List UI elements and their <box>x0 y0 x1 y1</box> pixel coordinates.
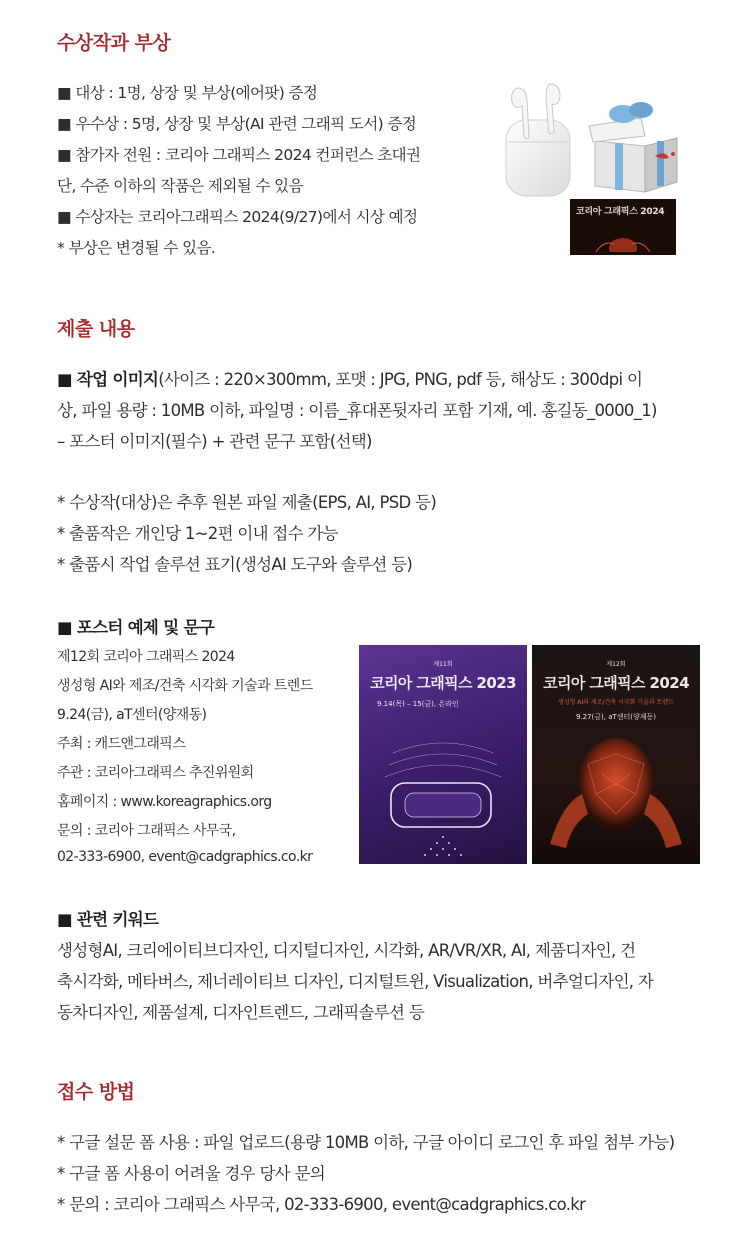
awards-heading: 수상작과 부상 <box>57 32 171 54</box>
poster-text-line: 문의 : 코리아 그래픽스 사무국, <box>57 823 236 839</box>
poster-2023-image <box>359 645 527 864</box>
award-excellence: ■ 우수상 : 5명, 상장 및 부상(AI 관련 그래픽 도서) 증정 <box>57 115 417 133</box>
method-line: * 문의 : 코리아 그래픽스 사무국, 02-333-6900, event@cadgraphics.co.kr <box>57 1195 586 1214</box>
poster-text-line: 홈페이지 : www.koreagraphics.org <box>57 794 272 810</box>
spec-label: ■ 작업 이미지 <box>57 370 159 389</box>
spec-line-3: – 포스터 이미지(필수) + 관련 문구 포함(선택) <box>57 432 372 451</box>
gift-box-image <box>585 96 685 196</box>
method-line: * 구글 폼 사용이 어려울 경우 당사 문의 <box>57 1164 325 1183</box>
keywords-heading: ■ 관련 키워드 <box>57 910 159 929</box>
poster-text-line: 9.24(금), aT센터(양재동) <box>57 707 207 723</box>
mini-poster-image <box>570 199 676 255</box>
spec-line-1 <box>57 366 642 390</box>
poster-2024-image <box>532 645 700 864</box>
poster-2024-title: 코리아 그래픽스 2024 <box>543 674 689 692</box>
mini-poster-title: 코리아 그래픽스 2024 <box>576 207 665 217</box>
poster-2023-date: 9.14(목) – 15(금), 온라인 <box>377 700 459 708</box>
submission-heading: 제출 내용 <box>57 318 135 340</box>
poster-example-heading: ■ 포스터 예제 및 문구 <box>57 618 214 637</box>
poster-text-line: 생성형 AI와 제조/건축 시각화 기술과 트렌드 <box>57 678 313 694</box>
poster-2024-date: 9.27(금), aT센터(양재동) <box>575 713 657 721</box>
award-note: * 부상은 변경될 수 있음. <box>57 239 216 257</box>
award-participants: ■ 참가자 전원 : 코리아 그래픽스 2024 컨퍼런스 초대권 <box>57 146 421 164</box>
spec-line-2: 상, 파일 용량 : 10MB 이하, 파일명 : 이름_휴대폰뒷자리 포함 기재, 예. 홍길동_0000_1) <box>57 401 657 420</box>
award-condition: 단, 수준 이하의 작품은 제외될 수 있음 <box>57 177 303 195</box>
poster-text-line: 주관 : 코리아그래픽스 추진위원회 <box>57 765 254 781</box>
submission-note: * 수상작(대상)은 추후 원본 파일 제출(EPS, AI, PSD 등) <box>57 493 437 512</box>
submission-note: * 출품시 작업 솔루션 표기(생성AI 도구와 솔루션 등) <box>57 555 413 574</box>
keywords-line: 축시각화, 메타버스, 제너레이티브 디자인, 디지털트윈, Visualization, 버추얼디자인, 자 <box>57 972 654 991</box>
method-heading: 접수 방법 <box>57 1081 135 1103</box>
poster-2023-title: 코리아 그래픽스 2023 <box>370 674 516 692</box>
keywords-line: 동차디자인, 제품설계, 디자인트렌드, 그래픽솔루션 등 <box>57 1003 425 1022</box>
poster-text-line: 주최 : 캐드앤그래픽스 <box>57 736 186 752</box>
poster-text-line: 02-333-6900, event@cadgraphics.co.kr <box>57 849 313 865</box>
submission-note: * 출품작은 개인당 1~2편 이내 접수 가능 <box>57 524 338 543</box>
poster-2024-subtitle: 생성형 AI와 제조/건축 시각화 기술과 트렌드 <box>558 699 674 706</box>
poster-2023-edition: 제11회 <box>433 661 453 668</box>
keywords-line: 생성형AI, 크리에이티브디자인, 디지털디자인, 시각화, AR/VR/XR, AI, 제품디자인, 건 <box>57 941 636 960</box>
poster-text-line: 제12회 코리아 그래픽스 2024 <box>57 649 235 665</box>
award-grand-prize: ■ 대상 : 1명, 상장 및 부상(에어팟) 증정 <box>57 84 318 102</box>
award-ceremony: ■ 수상자는 코리아그래픽스 2024(9/27)에서 시상 예정 <box>57 208 418 226</box>
method-line: * 구글 설문 폼 사용 : 파일 업로드(용량 10MB 이하, 구글 아이디 로그인 후 파일 첨부 가능) <box>57 1133 675 1152</box>
airpods-image <box>500 80 586 198</box>
spec-detail: (사이즈 : 220×300mm, 포맷 : JPG, PNG, pdf 등, 해상도 : 300dpi 이 <box>158 370 643 389</box>
poster-2024-edition: 제12회 <box>606 661 626 668</box>
